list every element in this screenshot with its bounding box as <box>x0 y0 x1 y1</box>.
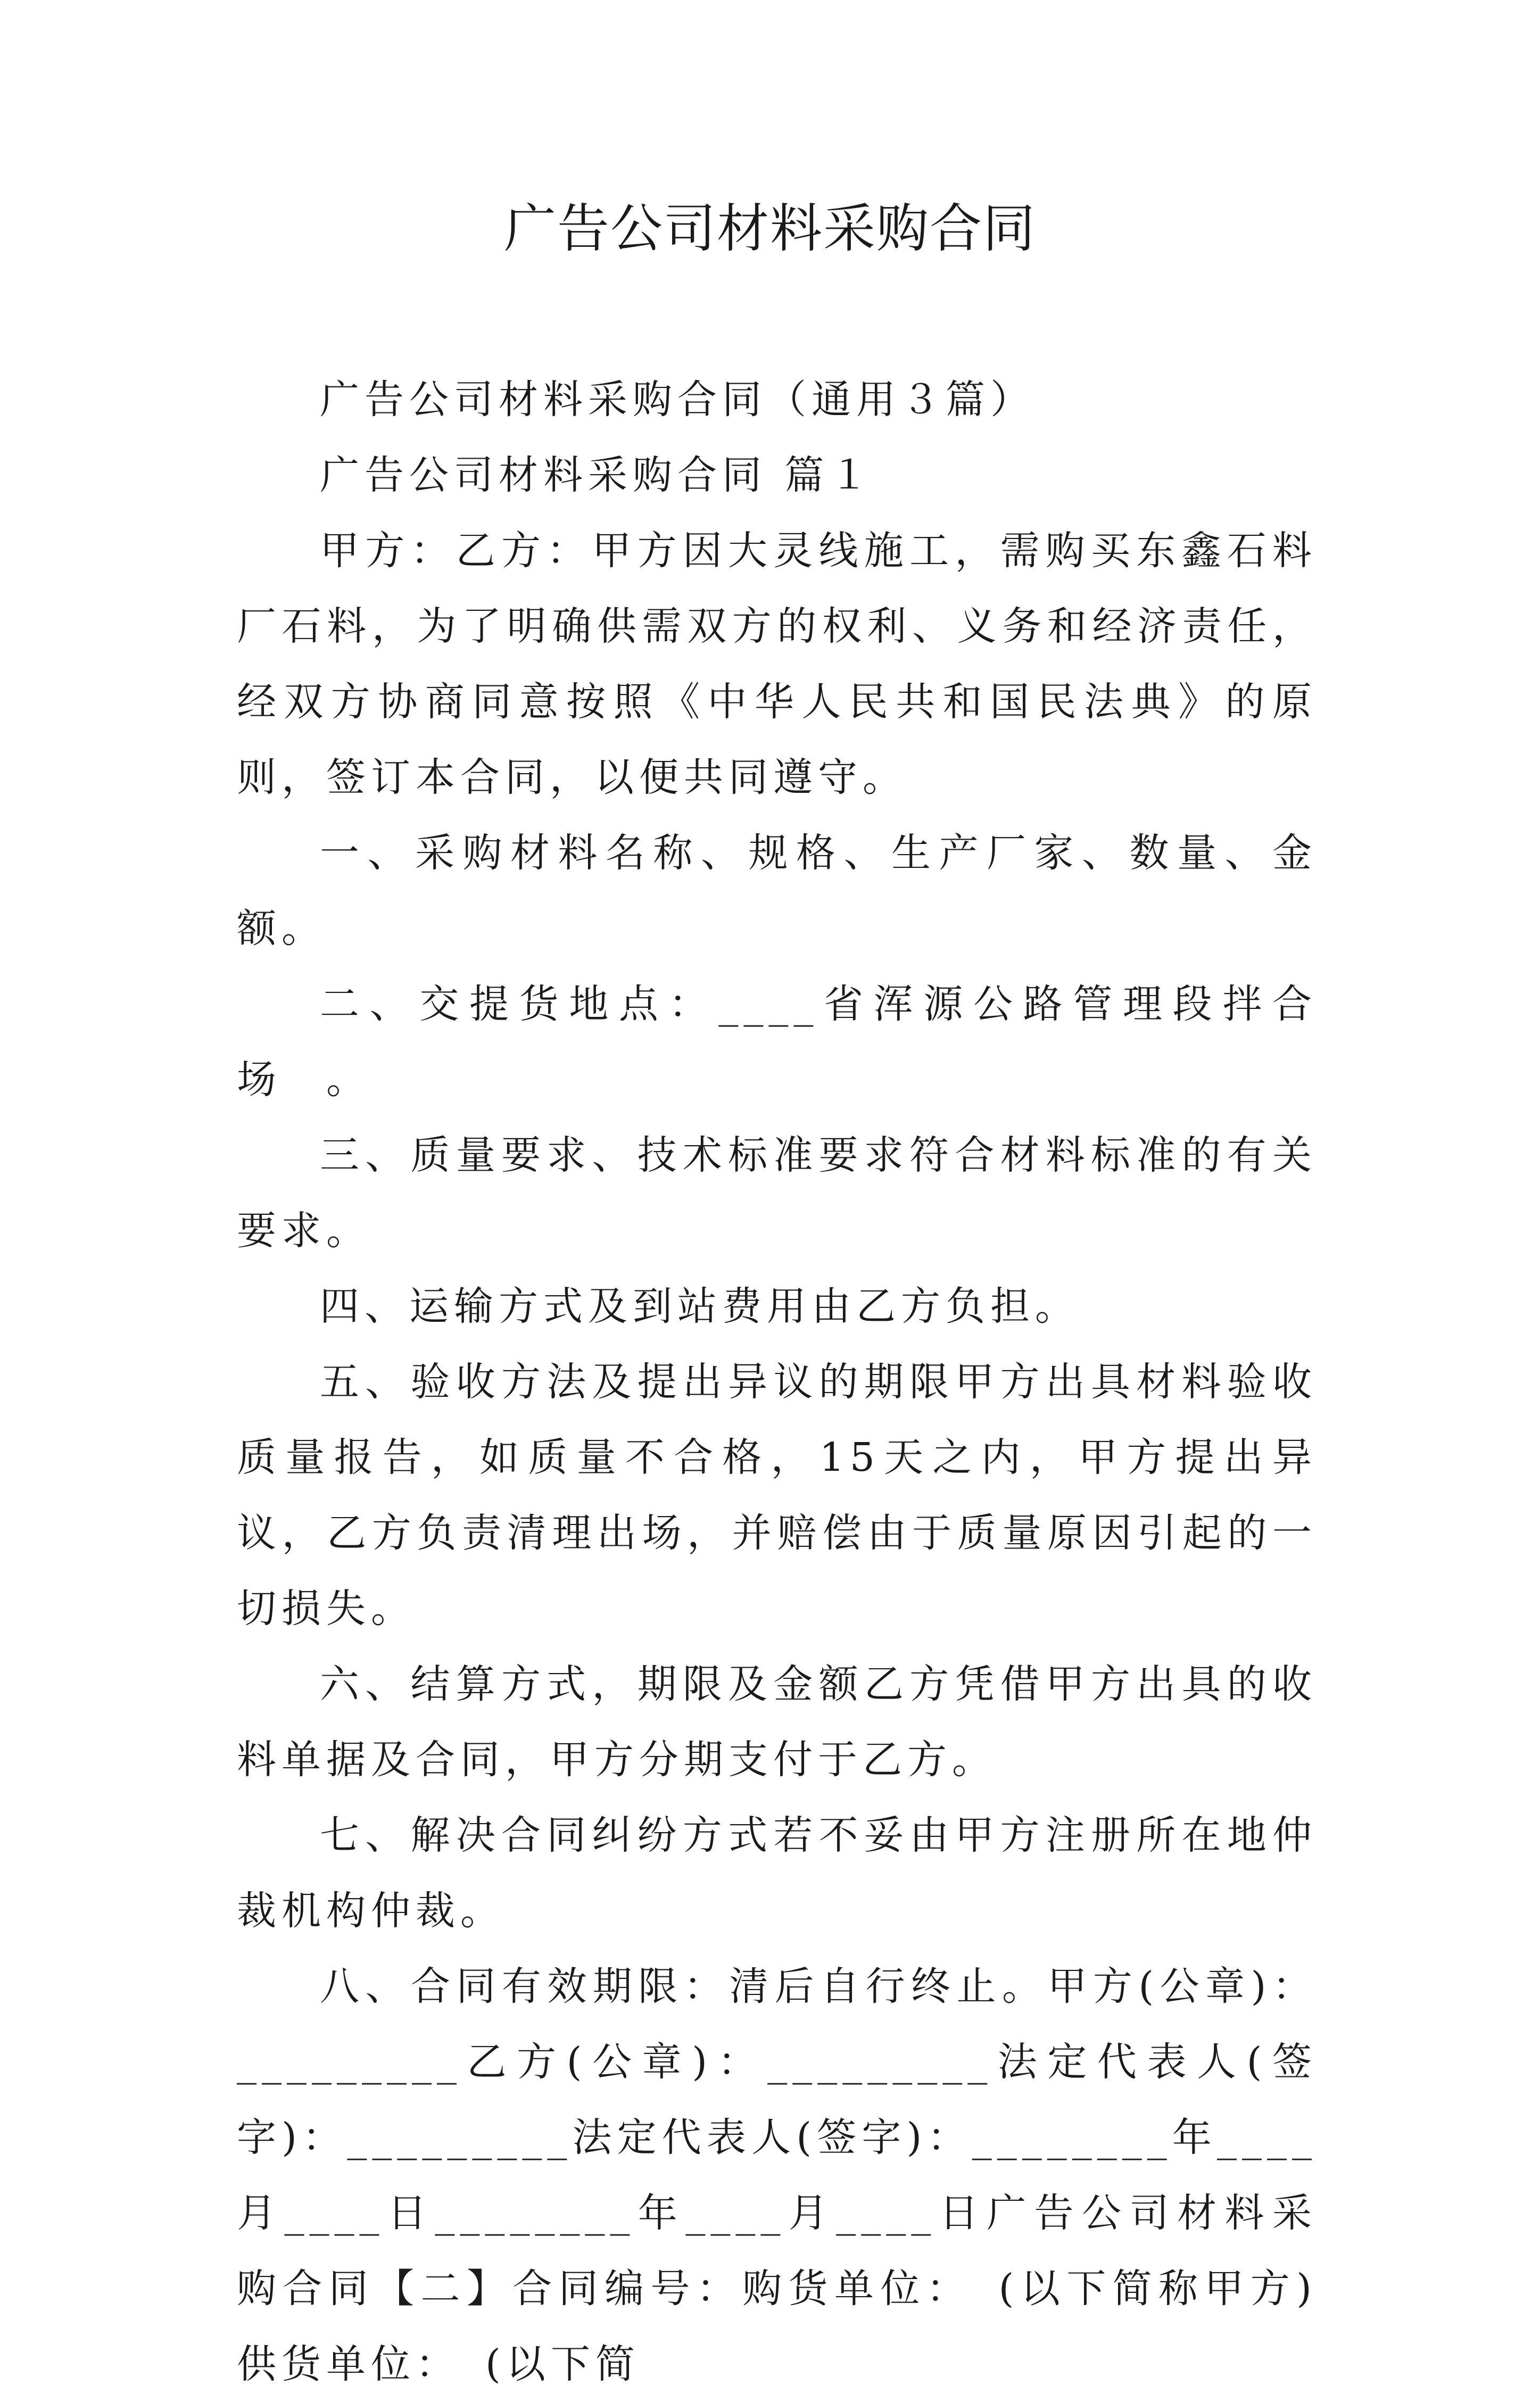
document-body <box>237 362 1317 2402</box>
section-heading: 广告公司材料采购合同 篇１ <box>320 452 874 498</box>
document-title: 广告公司材料采购合同 <box>503 198 1036 259</box>
clause-2: 二、交提货地点：____省浑源公路管理段拌合场 。 <box>237 981 1317 1103</box>
clause-4: 四、运输方式及到站费用由乙方负担。 <box>320 1283 1080 1329</box>
clause-5: 五、验收方法及提出异议的期限甲方出具材料验收质量报告，如质量不合格，15天之内，甲方提出异议，乙方负责清理出场，并赔偿由于质量原因引起的一切损失。 <box>237 1359 1317 1631</box>
clause-1: 一、采购材料名称、规格、生产厂家、数量、金额。 <box>237 830 1317 951</box>
clause-8: 八、合同有效期限：清后自行终止。甲方(公章)：_________乙方(公章)：_________法定代表人(签字)：_________法定代表人(签字)：________年____月____日________年____月____日广告公司材料采购合同【二】合同编号：购货单位： (以下简称甲方)供货单位： (以下简 <box>237 1964 1317 2387</box>
clause-7: 七、解决合同纠纷方式若不妥由甲方注册所在地仲裁机构仲裁。 <box>237 1812 1317 1934</box>
document-subtitle: 广告公司材料采购合同（通用３篇） <box>320 377 1035 423</box>
clause-6: 六、结算方式，期限及金额乙方凭借甲方出具的收料单据及合同，甲方分期支付于乙方。 <box>237 1661 1317 1783</box>
paragraph-parties: 甲方：乙方：甲方因大灵线施工，需购买东鑫石料厂石料，为了明确供需双方的权利、义务和经济责任，经双方协商同意按照《中华人民共和国民法典》的原则，签订本合同，以便共同遵守。 <box>237 528 1317 800</box>
clause-3: 三、质量要求、技术标准要求符合材料标准的有关要求。 <box>237 1132 1317 1254</box>
